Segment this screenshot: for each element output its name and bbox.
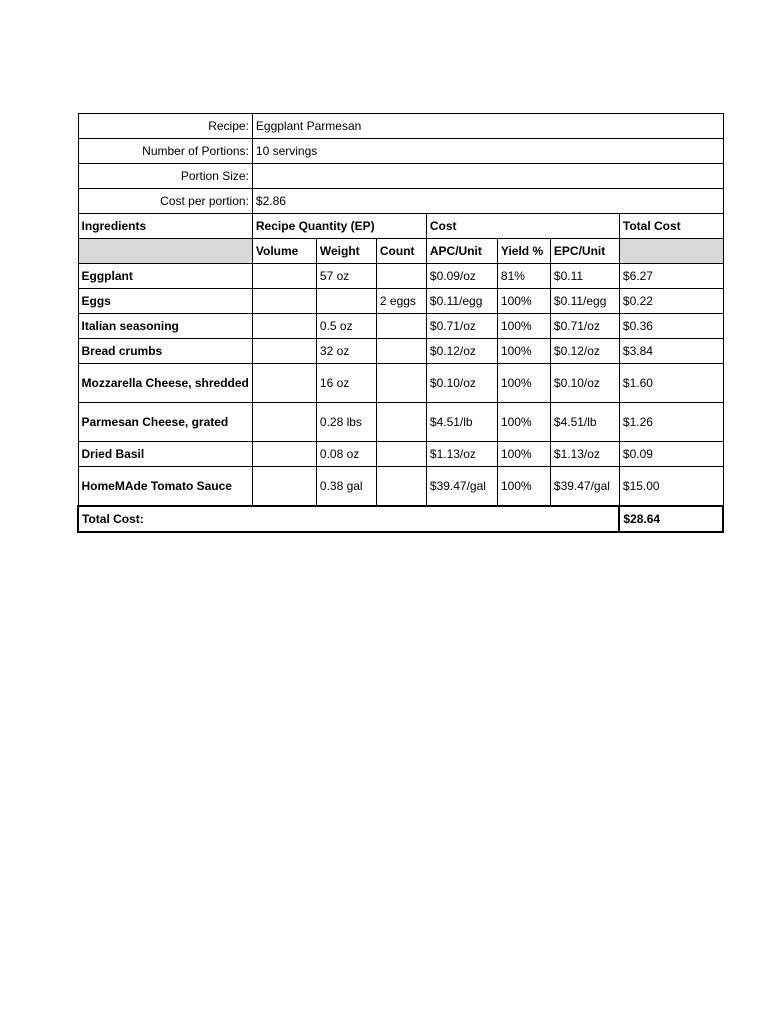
portion-size-value — [252, 164, 723, 189]
total-cost-value: $28.64 — [619, 506, 723, 532]
ingredient-row — [78, 403, 723, 442]
ingredient-row — [78, 442, 723, 467]
ingredient-epc: $0.10/oz — [550, 364, 619, 403]
ingredient-apc: $4.51/lb — [426, 403, 497, 442]
ingredient-yield: 100% — [497, 339, 550, 364]
ingredient-count: 2 eggs — [376, 289, 426, 314]
ingredient-row — [78, 339, 723, 364]
epc-unit-header: EPC/Unit — [550, 239, 619, 264]
ingredient-total: $1.60 — [619, 364, 723, 403]
ingredient-epc: $39.47/gal — [550, 467, 619, 507]
ingredient-total: $0.22 — [619, 289, 723, 314]
total-cost-label: Total Cost: — [78, 506, 619, 532]
ingredient-epc: $0.11 — [550, 264, 619, 289]
ingredient-total: $1.26 — [619, 403, 723, 442]
ingredient-count — [376, 339, 426, 364]
ingredient-weight: 0.38 gal — [316, 467, 376, 507]
ingredient-name: Parmesan Cheese, grated — [78, 403, 252, 442]
ingredient-epc: $4.51/lb — [550, 403, 619, 442]
ingredients-header: Ingredients — [78, 214, 252, 239]
ingredient-volume — [252, 467, 316, 507]
ingredient-yield: 100% — [497, 289, 550, 314]
ingredient-count — [376, 364, 426, 403]
cost-per-portion-value: $2.86 — [252, 189, 723, 214]
ingredient-apc: $0.11/egg — [426, 289, 497, 314]
recipe-quantity-header: Recipe Quantity (EP) — [252, 214, 426, 239]
ingredient-name: Dried Basil — [78, 442, 252, 467]
ingredient-count — [376, 264, 426, 289]
ingredient-volume — [252, 314, 316, 339]
cost-header: Cost — [426, 214, 619, 239]
ingredient-name: Bread crumbs — [78, 339, 252, 364]
sub-header-row — [78, 239, 723, 264]
ingredient-yield: 100% — [497, 364, 550, 403]
ingredient-yield: 81% — [497, 264, 550, 289]
recipe-name-row — [78, 114, 723, 139]
ingredient-volume — [252, 403, 316, 442]
ingredient-total: $0.09 — [619, 442, 723, 467]
ingredient-total: $15.00 — [619, 467, 723, 507]
ingredient-name: HomeMAde Tomato Sauce — [78, 467, 252, 507]
ingredient-count — [376, 403, 426, 442]
ingredient-apc: $39.47/gal — [426, 467, 497, 507]
portions-value: 10 servings — [252, 139, 723, 164]
volume-header: Volume — [252, 239, 316, 264]
ingredient-count — [376, 314, 426, 339]
ingredient-row — [78, 289, 723, 314]
recipe-value: Eggplant Parmesan — [252, 114, 723, 139]
ingredient-name: Mozzarella Cheese, shredded — [78, 364, 252, 403]
weight-header: Weight — [316, 239, 376, 264]
ingredient-weight: 32 oz — [316, 339, 376, 364]
recipe-cost-table — [77, 113, 724, 533]
portion-size-label: Portion Size: — [78, 164, 252, 189]
ingredient-volume — [252, 364, 316, 403]
ingredient-apc: $0.10/oz — [426, 364, 497, 403]
ingredient-volume — [252, 442, 316, 467]
ingredient-epc: $0.71/oz — [550, 314, 619, 339]
ingredient-row — [78, 264, 723, 289]
ingredient-weight: 0.28 lbs — [316, 403, 376, 442]
ingredient-apc: $0.71/oz — [426, 314, 497, 339]
ingredient-volume — [252, 289, 316, 314]
cost-per-portion-row — [78, 189, 723, 214]
ingredient-epc: $1.13/oz — [550, 442, 619, 467]
ingredient-apc: $1.13/oz — [426, 442, 497, 467]
ingredient-weight: 0.08 oz — [316, 442, 376, 467]
sub-header-blank — [78, 239, 252, 264]
ingredient-weight — [316, 289, 376, 314]
ingredient-row — [78, 467, 723, 507]
total-cost-header: Total Cost — [619, 214, 723, 239]
ingredient-yield: 100% — [497, 314, 550, 339]
total-cost-row — [78, 506, 723, 532]
ingredient-name: Eggs — [78, 289, 252, 314]
portions-label: Number of Portions: — [78, 139, 252, 164]
ingredient-weight: 0.5 oz — [316, 314, 376, 339]
ingredient-volume — [252, 264, 316, 289]
sub-header-total-blank — [619, 239, 723, 264]
ingredient-apc: $0.09/oz — [426, 264, 497, 289]
ingredient-apc: $0.12/oz — [426, 339, 497, 364]
portions-row — [78, 139, 723, 164]
ingredient-weight: 57 oz — [316, 264, 376, 289]
ingredient-name: Eggplant — [78, 264, 252, 289]
ingredient-weight: 16 oz — [316, 364, 376, 403]
ingredient-yield: 100% — [497, 442, 550, 467]
ingredient-row — [78, 364, 723, 403]
ingredient-name: Italian seasoning — [78, 314, 252, 339]
ingredient-total: $0.36 — [619, 314, 723, 339]
group-header-row — [78, 214, 723, 239]
ingredient-yield: 100% — [497, 403, 550, 442]
recipe-label: Recipe: — [78, 114, 252, 139]
ingredient-total: $3.84 — [619, 339, 723, 364]
ingredient-count — [376, 442, 426, 467]
yield-header: Yield % — [497, 239, 550, 264]
ingredient-row — [78, 314, 723, 339]
ingredient-epc: $0.11/egg — [550, 289, 619, 314]
ingredient-count — [376, 467, 426, 507]
ingredient-total: $6.27 — [619, 264, 723, 289]
ingredient-volume — [252, 339, 316, 364]
cost-per-portion-label: Cost per portion: — [78, 189, 252, 214]
portion-size-row — [78, 164, 723, 189]
ingredient-epc: $0.12/oz — [550, 339, 619, 364]
count-header: Count — [376, 239, 426, 264]
ingredient-yield: 100% — [497, 467, 550, 507]
apc-unit-header: APC/Unit — [426, 239, 497, 264]
